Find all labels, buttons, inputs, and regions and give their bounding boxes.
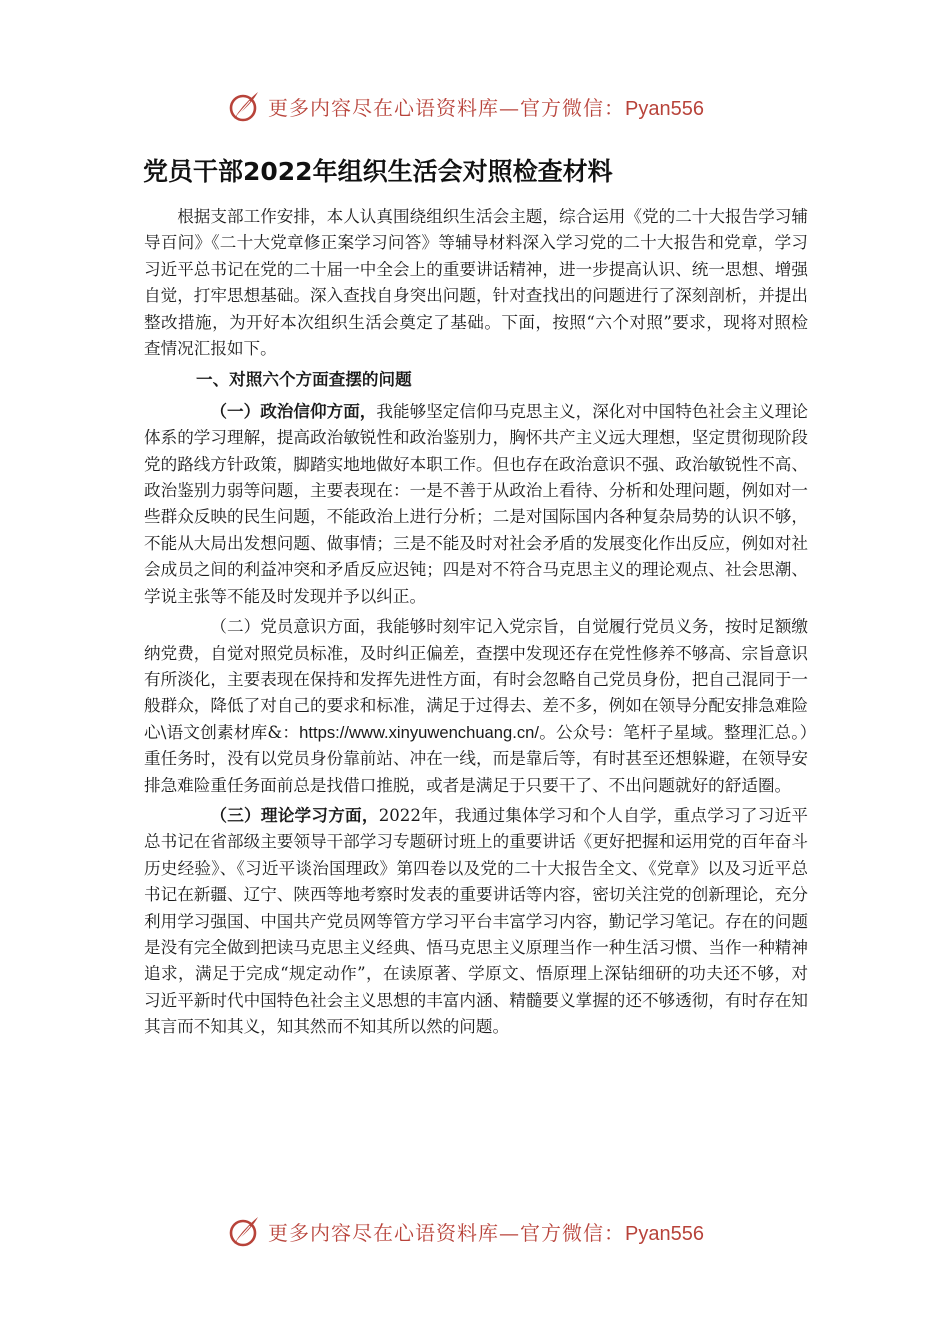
intro-paragraph: 根据支部工作安排，本人认真围绕组织生活会主题，综合运用《党的二十大报告学习辅导百问》《二十大党章修正案学习问答》等辅导材料深入学习党的二十大报告和党章，学习习近平总书记在党的二十届一中全会上的重要讲话精神，进一步提高认识、统一思想、增强自觉，打牢思想基础。深入查找自身突出问题，针对查找出的问题进行了深刻剖析，并提出整改措施，为开好本次组织生活会奠定了基础。下面，按照“六个对照”要求，现将对照检查情况汇报如下。 <box>144 207 808 359</box>
item-body: 2022年，我通过集体学习和个人自学，重点学习了习近平总书记在省部级主要领导干部学习专题研讨班上的重要讲话《更好把握和运用党的百年奋斗历史经验》、《习近平谈治国理政》第四卷以及党的二十大报告全文、《党章》以及习近平总书记在新疆、辽宁、陕西等地考察时发表的重要讲话等内容，密切关注党的创新理论，充分利用学习强国、中国共产党员网等管方学习平台丰富学习内容，勤记学习笔记。存在的问题是没有完全做到把读马克思主义经典、悟马克思主义原理当作一种生活习惯、当作一种精神追求，满足于完成“规定动作”，在读原著、学原文、悟原理上深钻细研的功夫还不够，对习近平新时代中国特色社会主义思想的丰富内涵、精髓要义掌握的还不够透彻，有时存在知其言而不知其义，知其然而不知其所以然的问题。 <box>144 805 808 1037</box>
item-body: 我能够时刻牢记入党宗旨，自觉履行党员义务，按时足额缴纳党费，自觉对照党员标准，及时纠正偏差，查摆中发现还存在党性修养不够高、宗旨意识有所淡化，主要表现在保持和发挥先进性方面，有时会忽略自己党员身份，把自己混同于一般群众，降低了对自己的要求和标准，满足于过得去、差不多，例如在领导分配安排急难险心\语文创素材库&： <box>144 617 809 742</box>
item-party-awareness <box>144 614 808 799</box>
item-body: 我能够坚定信仰马克思主义，深化对中国特色社会主义理论体系的学习理解，提高政治敏锐性和政治鉴别力，胸怀共产主义远大理想，坚定贯彻现阶段党的路线方针政策，脚踏实地地做好本职工作。但也存在政治意识不强、政治敏锐性不高、政治鉴别力弱等问题，主要表现在：一是不善于从政治上看待、分析和处理问题，例如对一些群众反映的民生问题，不能政治上进行分析；二是对国际国内各种复杂局势的认识不够，不能从大局出发想问题、做事情；三是不能及时对社会矛盾的发展变化作出反应，例如对社会成员之间的利益冲突和矛盾反应迟钝；四是对不符合马克思主义的理论观点、社会思潮、学说主张等不能及时发现并予以纠正。 <box>144 401 809 606</box>
watermark-wechat-id: Pyan556 <box>625 1222 704 1245</box>
item-body-tail: 。公众号：笔杆子星域。整理汇总。）重任务时，没有以党员身份靠前站、冲在一线，而是靠后等，有时甚至还想躲避，在领导安排急难险重任务面前总是找借口推脱，或者是满足于只要干了、不出问题就好的舒适圈。 <box>144 722 808 795</box>
item-theory-study <box>144 803 808 1041</box>
watermark-text: 更多内容尽在心语资料库—官方微信：Pyan556 <box>268 95 704 120</box>
item-lead: （三）理论学习方面， <box>210 805 379 825</box>
watermark-banner-bottom <box>228 1211 728 1251</box>
watermark-banner-top <box>228 86 728 126</box>
item-lead: （二）党员意识方面， <box>210 617 377 637</box>
source-url: https://www.xinyuwenchuang.cn/ <box>299 722 539 742</box>
quill-logo-icon <box>228 89 262 123</box>
quill-logo-icon <box>228 1214 262 1248</box>
item-lead: （一）政治信仰方面， <box>210 401 377 421</box>
document-title: 党员干部2022年组织生活会对照检查材料 <box>143 157 613 186</box>
item-political-belief <box>144 399 808 610</box>
watermark-wechat-id: Pyan556 <box>625 97 704 120</box>
watermark-text: 更多内容尽在心语资料库—官方微信：Pyan556 <box>268 1220 704 1245</box>
document-body <box>144 204 808 1045</box>
section-heading: 一、对照六个方面查摆的问题 <box>196 370 412 390</box>
